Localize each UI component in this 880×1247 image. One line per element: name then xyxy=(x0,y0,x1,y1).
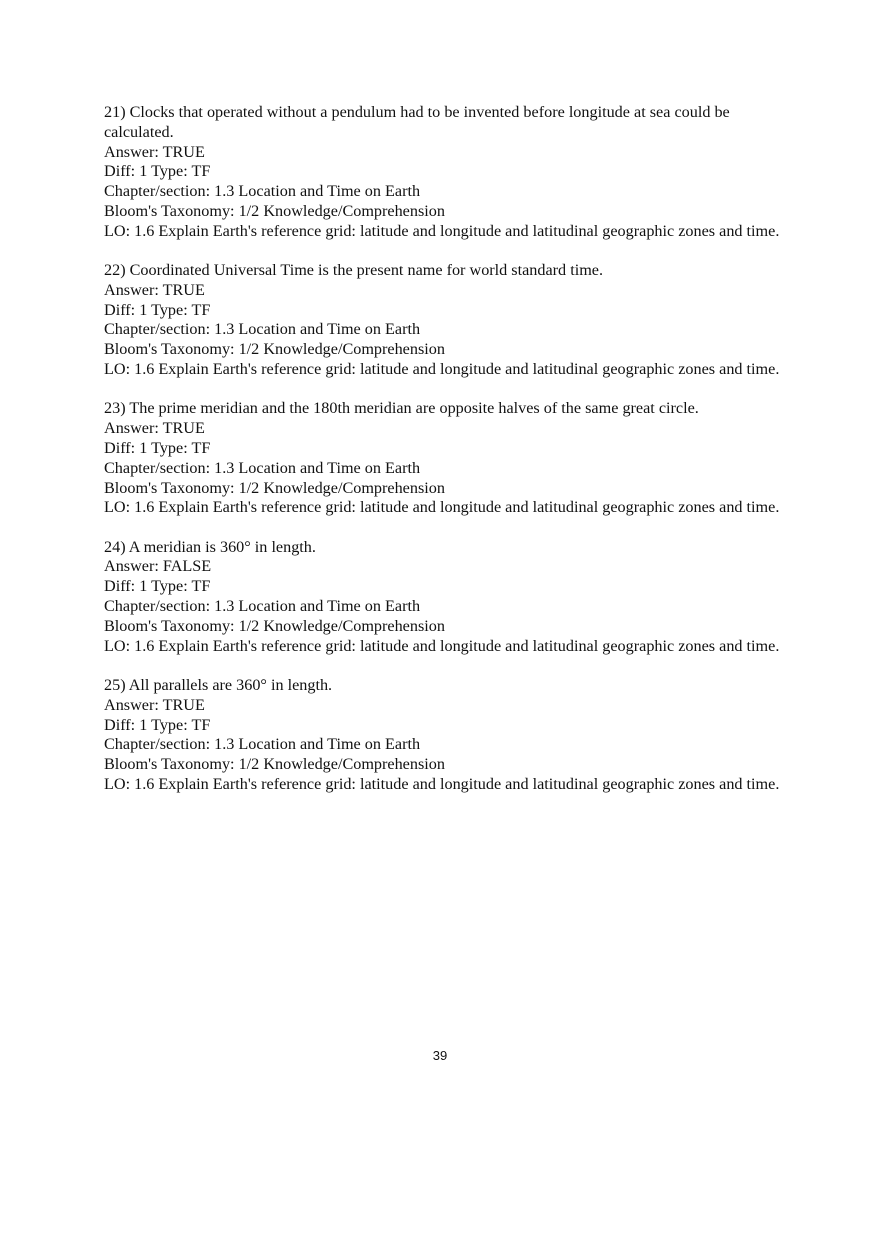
question-23 xyxy=(104,399,794,518)
learning-objective-line: LO: 1.6 Explain Earth's reference grid: latitude and longitude and latitudinal geographic zones and time. xyxy=(104,221,780,240)
diff-type-line: Diff: 1 Type: TF xyxy=(104,438,211,457)
question-stem: 23) The prime meridian and the 180th meridian are opposite halves of the same great circle. xyxy=(104,399,699,418)
chapter-section-line: Chapter/section: 1.3 Location and Time on Earth xyxy=(104,735,421,754)
bloom-taxonomy-line: Bloom's Taxonomy: 1/2 Knowledge/Comprehension xyxy=(104,201,445,220)
bloom-taxonomy-line: Bloom's Taxonomy: 1/2 Knowledge/Comprehension xyxy=(104,340,445,359)
question-stem: 25) All parallels are 360° in length. xyxy=(104,675,333,694)
answer-line: Answer: TRUE xyxy=(104,142,205,161)
learning-objective-line: LO: 1.6 Explain Earth's reference grid: latitude and longitude and latitudinal geographic zones and time. xyxy=(104,498,780,517)
answer-line: Answer: TRUE xyxy=(104,695,205,714)
answer-line: Answer: TRUE xyxy=(104,419,205,438)
learning-objective-line: LO: 1.6 Explain Earth's reference grid: latitude and longitude and latitudinal geographic zones and time. xyxy=(104,360,780,379)
learning-objective-line: LO: 1.6 Explain Earth's reference grid: latitude and longitude and latitudinal geographic zones and time. xyxy=(104,636,780,655)
learning-objective-line: LO: 1.6 Explain Earth's reference grid: latitude and longitude and latitudinal geographic zones and time. xyxy=(104,774,780,793)
question-25 xyxy=(104,676,794,795)
answer-line: Answer: FALSE xyxy=(104,557,212,576)
question-stem: 24) A meridian is 360° in length. xyxy=(104,537,316,556)
question-22 xyxy=(104,261,794,380)
page-number: 39 xyxy=(432,1048,448,1063)
question-21 xyxy=(104,103,794,242)
answer-line: Answer: TRUE xyxy=(104,280,205,299)
diff-type-line: Diff: 1 Type: TF xyxy=(104,577,211,596)
question-stem: 21) Clocks that operated without a pendulum had to be invented before longitude at sea could be calculated. xyxy=(104,103,730,141)
bloom-taxonomy-line: Bloom's Taxonomy: 1/2 Knowledge/Comprehension xyxy=(104,755,445,774)
bloom-taxonomy-line: Bloom's Taxonomy: 1/2 Knowledge/Comprehension xyxy=(104,478,445,497)
chapter-section-line: Chapter/section: 1.3 Location and Time on Earth xyxy=(104,458,421,477)
diff-type-line: Diff: 1 Type: TF xyxy=(104,162,211,181)
diff-type-line: Diff: 1 Type: TF xyxy=(104,300,211,319)
chapter-section-line: Chapter/section: 1.3 Location and Time on Earth xyxy=(104,320,421,339)
question-stem: 22) Coordinated Universal Time is the present name for world standard time. xyxy=(104,261,604,280)
question-24 xyxy=(104,538,794,657)
diff-type-line: Diff: 1 Type: TF xyxy=(104,715,211,734)
chapter-section-line: Chapter/section: 1.3 Location and Time on Earth xyxy=(104,182,421,201)
bloom-taxonomy-line: Bloom's Taxonomy: 1/2 Knowledge/Comprehension xyxy=(104,616,445,635)
document-body xyxy=(104,103,794,814)
chapter-section-line: Chapter/section: 1.3 Location and Time on Earth xyxy=(104,597,421,616)
